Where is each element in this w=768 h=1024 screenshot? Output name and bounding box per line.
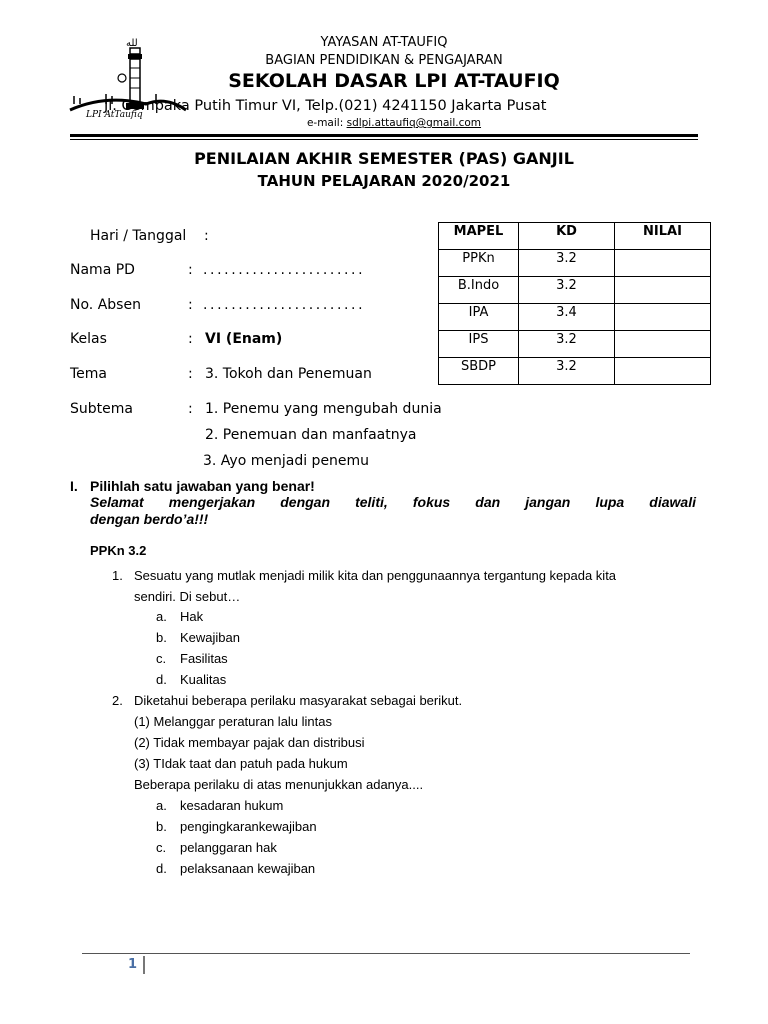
field-label-class: Kelas	[70, 331, 107, 347]
table-cell-mapel: IPA	[439, 304, 519, 331]
option-letter: c.	[156, 840, 167, 855]
option-text[interactable]: Fasilitas	[180, 651, 228, 666]
logo-text: LPI AtTaufiq	[86, 110, 143, 120]
option-text[interactable]: pelanggaran hak	[180, 840, 277, 855]
field-colon-date: :	[204, 228, 209, 244]
option-letter: d.	[156, 672, 167, 687]
question-item: (1) Melanggar peraturan lalu lintas	[134, 714, 332, 729]
table-row	[439, 277, 711, 304]
field-colon-name: :	[188, 262, 193, 278]
option-text[interactable]: Kualitas	[180, 672, 227, 687]
question-prompt: Beberapa perilaku di atas menunjukkan adanya....	[134, 777, 424, 792]
foundation-name: YAYASAN AT-TAUFIQ	[320, 35, 448, 50]
table-row	[439, 304, 711, 331]
table-row	[439, 250, 711, 277]
table-cell-kd: 3.2	[519, 250, 615, 277]
table-cell-mapel: SBDP	[439, 358, 519, 385]
exam-title: PENILAIAN AKHIR SEMESTER (PAS) GANJIL	[194, 149, 574, 168]
instruction-note-1: Selamat mengerjakan dengan teliti, fokus dan jangan lupa diawali	[90, 494, 696, 510]
instruction-note-2: dengan berdo’a!!!	[90, 511, 209, 527]
department-name: BAGIAN PENDIDIKAN & PENGAJARAN	[265, 53, 503, 68]
table-cell-kd: 3.2	[519, 358, 615, 385]
field-value-class: VI (Enam)	[205, 331, 283, 347]
school-year: TAHUN PELAJARAN 2020/2021	[257, 172, 511, 190]
field-label-theme: Tema	[70, 366, 108, 382]
footer-rule	[82, 953, 690, 954]
field-label-absen: No. Absen	[70, 297, 141, 313]
table-cell-kd: 3.4	[519, 304, 615, 331]
table-cell-nilai[interactable]	[615, 304, 711, 331]
score-table	[438, 222, 711, 385]
svg-text:لله: لله	[126, 38, 138, 49]
option-letter: c.	[156, 651, 167, 666]
option-text[interactable]: kesadaran hukum	[180, 798, 284, 813]
page-number-divider	[143, 956, 145, 974]
field-colon-class: :	[188, 331, 193, 347]
table-cell-nilai[interactable]	[615, 331, 711, 358]
field-label-name: Nama PD	[70, 262, 135, 278]
table-cell-kd: 3.2	[519, 277, 615, 304]
table-row	[439, 358, 711, 385]
field-value-name[interactable]: .......................	[203, 262, 366, 278]
field-value-subtheme-2: 2. Penemuan dan manfaatnya	[205, 427, 417, 443]
header-rule-thin	[70, 139, 698, 140]
option-letter: d.	[156, 861, 167, 876]
question-text-cont: sendiri. Di sebut…	[134, 589, 241, 604]
field-colon-theme: :	[188, 366, 193, 382]
table-cell-nilai[interactable]	[615, 277, 711, 304]
field-label-date: Hari / Tanggal	[90, 228, 187, 244]
instruction-number: I.	[70, 478, 78, 494]
option-text[interactable]: pelaksanaan kewajiban	[180, 861, 316, 876]
table-header-row	[439, 223, 711, 250]
option-text[interactable]: Hak	[180, 609, 204, 624]
question-text: Diketahui beberapa perilaku masyarakat sebagai berikut.	[134, 693, 463, 708]
question-number: 1.	[112, 568, 123, 583]
table-cell-nilai[interactable]	[615, 358, 711, 385]
option-letter: b.	[156, 819, 167, 834]
option-letter: a.	[156, 609, 167, 624]
table-header-mapel: MAPEL	[439, 223, 519, 250]
page-number: 1	[128, 957, 138, 972]
school-address: Jl. Cempaka Putih Timur VI, Telp.(021) 4241150 Jakarta Pusat	[104, 98, 547, 114]
question-item: (2) Tidak membayar pajak dan distribusi	[134, 735, 365, 750]
field-label-subtheme: Subtema	[70, 401, 133, 417]
email-line	[10, 117, 768, 129]
option-text[interactable]: pengingkarankewajiban	[180, 819, 317, 834]
table-header-kd: KD	[519, 223, 615, 250]
table-header-nilai: NILAI	[615, 223, 711, 250]
header-rule-thick	[70, 134, 698, 137]
table-cell-kd: 3.2	[519, 331, 615, 358]
table-cell-nilai[interactable]	[615, 250, 711, 277]
option-text[interactable]: Kewajiban	[180, 630, 240, 645]
table-cell-mapel: IPS	[439, 331, 519, 358]
email-link[interactable]: sdlpi.attaufiq@gmail.com	[346, 117, 482, 129]
field-value-subtheme-1: 1. Penemu yang mengubah dunia	[205, 401, 442, 417]
question-number: 2.	[112, 693, 123, 708]
question-item: (3) TIdak taat dan patuh pada hukum	[134, 756, 348, 771]
question-text: Sesuatu yang mutlak menjadi milik kita dan penggunaannya tergantung kepada kita	[134, 568, 617, 583]
field-value-theme: 3. Tokoh dan Penemuan	[205, 366, 372, 382]
field-value-absen[interactable]: .......................	[203, 297, 366, 313]
table-cell-mapel: PPKn	[439, 250, 519, 277]
table-row	[439, 331, 711, 358]
field-value-subtheme-3: 3. Ayo menjadi penemu	[203, 453, 370, 469]
email-label: e-mail:	[306, 117, 344, 129]
table-cell-mapel: B.Indo	[439, 277, 519, 304]
section-heading: PPKn 3.2	[90, 543, 147, 558]
option-letter: a.	[156, 798, 167, 813]
field-colon-subtheme: :	[188, 401, 193, 417]
field-colon-absen: :	[188, 297, 193, 313]
option-letter: b.	[156, 630, 167, 645]
instruction-heading: Pilihlah satu jawaban yang benar!	[90, 478, 315, 494]
school-name: SEKOLAH DASAR LPI AT-TAUFIQ	[228, 70, 560, 92]
